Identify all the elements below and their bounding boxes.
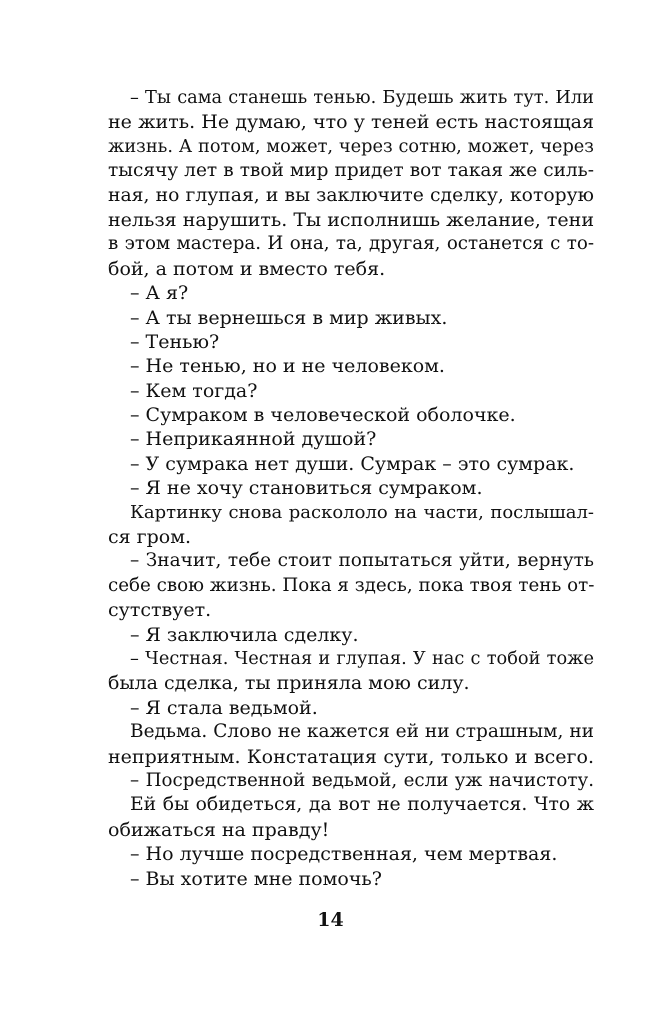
- text-line: – А я?: [130, 282, 189, 305]
- text-line: – Я стала ведьмой.: [130, 696, 318, 719]
- text-line: обижаться на правду!: [108, 818, 330, 841]
- page-number: 14: [317, 909, 344, 931]
- text-line: – Тенью?: [130, 330, 220, 353]
- text-line: – Неприкаянной душой?: [130, 428, 377, 451]
- text-line: – Я не хочу становиться сумраком.: [130, 477, 483, 500]
- text-line: Ей бы обидеться, да вот не получается. Что ж: [130, 794, 594, 816]
- text-line: ная, но глупая, и вы заключите сделку, которую: [108, 184, 594, 206]
- text-line: нельзя нарушить. Ты исполнишь желание, тени: [108, 208, 594, 231]
- text-line: неприятным. Констатация сути, только и всего.: [108, 745, 594, 768]
- text-line: – Не тенью, но и не человеком.: [130, 355, 445, 378]
- text-line: – Честная. Честная и глупая. У нас с тобой тоже: [130, 648, 594, 669]
- text-line: – У сумрака нет души. Сумрак – это сумрак.: [130, 452, 575, 475]
- text-line: – Кем тогда?: [130, 379, 258, 402]
- text-line: себе свою жизнь. Пока я здесь, пока твоя тень от-: [108, 574, 595, 596]
- text-line: бой, а потом и вместо тебя.: [108, 257, 386, 280]
- text-line: – Посредственной ведьмой, если уж начистоту.: [130, 769, 594, 791]
- body-text: [108, 86, 594, 891]
- text-line: Ведьма. Слово не кажется ей ни страшным, ни: [130, 721, 594, 743]
- text-line: в этом мастера. И она, та, другая, останется с то-: [108, 233, 594, 255]
- text-line: – Сумраком в человеческой оболочке.: [130, 404, 516, 427]
- text-line: – Ты сама станешь тенью. Будешь жить тут. Или: [130, 88, 594, 108]
- text-line: жизнь. А потом, может, через сотню, может, через: [108, 136, 594, 157]
- text-line: – Я заключила сделку.: [130, 623, 359, 646]
- text-line: – Но лучше посредственная, чем мертвая.: [130, 843, 558, 866]
- text-line: Картинку снова раскололо на части, послышал-: [130, 501, 594, 523]
- text-line: была сделка, ты приняла мою силу.: [108, 672, 470, 695]
- text-line: сутствует.: [108, 599, 212, 622]
- text-line: тысячу лет в твой мир придет вот такая же силь-: [108, 160, 594, 182]
- text-line: – А ты вернешься в мир живых.: [130, 306, 448, 329]
- text-line: – Вы хотите мне помочь?: [130, 867, 382, 890]
- text-line: – Значит, тебе стоит попытаться уйти, вернуть: [130, 550, 594, 572]
- text-line: ся гром.: [108, 526, 192, 549]
- text-line: не жить. Не думаю, что у теней есть настоящая: [108, 111, 594, 134]
